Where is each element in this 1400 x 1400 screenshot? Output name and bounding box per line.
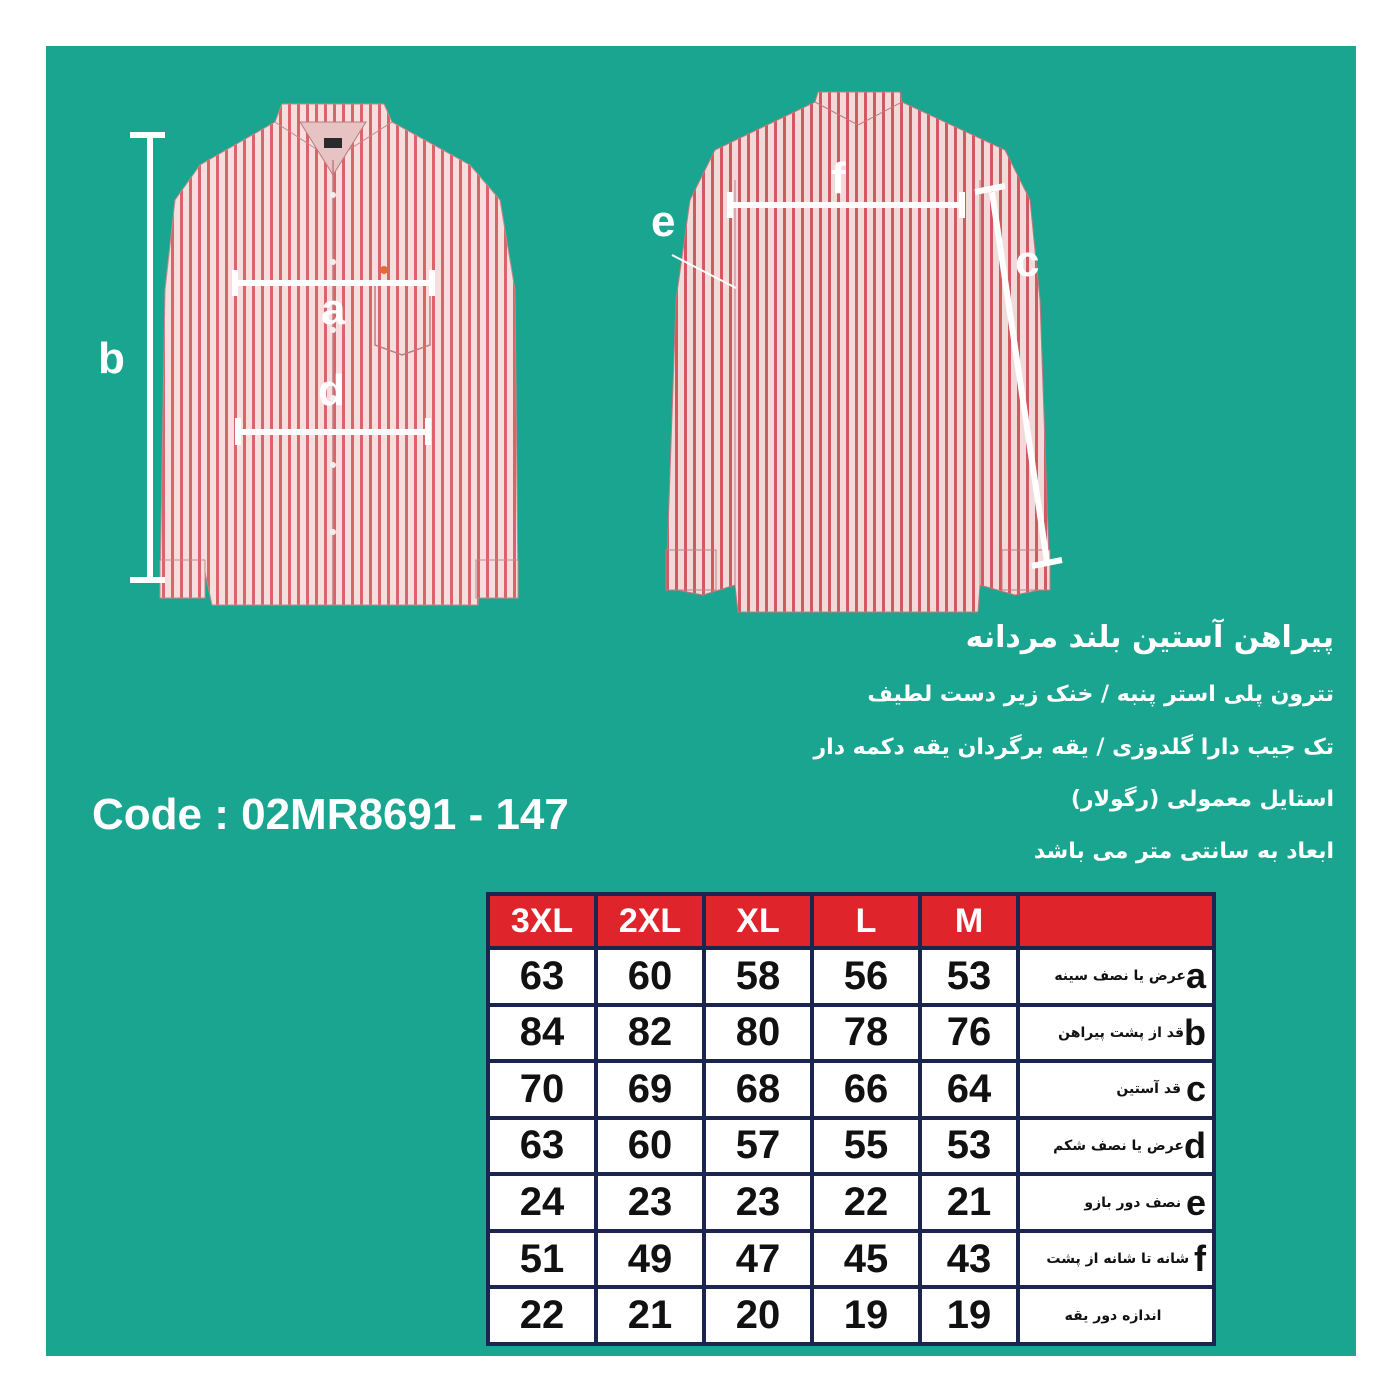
table-cell: 82 [598, 1007, 702, 1060]
table-row [490, 1120, 1212, 1173]
size-table [486, 892, 1216, 1346]
row-label [1020, 950, 1212, 1003]
size-header-3xl: 3XL [490, 896, 594, 946]
table-cell: 23 [598, 1176, 702, 1229]
row-label [1020, 1007, 1212, 1060]
table-cell: 47 [706, 1233, 810, 1286]
front-shirt [160, 104, 518, 605]
row-text: شانه تا شانه از پشت [1046, 1251, 1190, 1268]
row-letter: a [1185, 955, 1206, 997]
row-letter: e [1185, 1181, 1206, 1223]
table-cell: 60 [598, 950, 702, 1003]
size-header-label [1020, 896, 1212, 946]
table-cell: 21 [598, 1289, 702, 1342]
table-cell: 49 [598, 1233, 702, 1286]
product-units-note: ابعاد به سانتی متر می باشد [1033, 839, 1334, 864]
size-header-l: L [814, 896, 918, 946]
table-cell: 45 [814, 1233, 918, 1286]
product-title: پیراهن آستین بلند مردانه [965, 620, 1334, 655]
measure-label-f: f [831, 154, 846, 203]
table-cell: 22 [814, 1176, 918, 1229]
table-cell: 68 [706, 1063, 810, 1116]
size-table-header [490, 896, 1212, 946]
row-label [1020, 1289, 1212, 1342]
table-row [490, 950, 1212, 1003]
table-cell: 22 [490, 1289, 594, 1342]
table-cell: 57 [706, 1120, 810, 1173]
row-text: قد از پشت پیراهن [1058, 1024, 1184, 1041]
product-fabric: تترون پلی استر پنبه / خنک زیر دست لطیف [867, 682, 1334, 707]
row-label [1020, 1120, 1212, 1173]
measure-line-b [130, 135, 165, 580]
measure-label-e: e [651, 197, 676, 246]
table-cell: 60 [598, 1120, 702, 1173]
table-cell: 80 [706, 1007, 810, 1060]
table-cell: 58 [706, 950, 810, 1003]
table-cell: 84 [490, 1007, 594, 1060]
row-letter: d [1184, 1124, 1206, 1166]
measure-label-d: d [318, 366, 345, 415]
product-features: تک جیب دارا گلدوزی / یقه برگردان یقه دکمه دار [813, 735, 1334, 760]
measure-label-a: a [321, 285, 346, 334]
row-text: اندازه دور یقه [1064, 1307, 1162, 1324]
row-text: عرض یا نصف شکم [1053, 1137, 1184, 1154]
table-cell: 69 [598, 1063, 702, 1116]
table-cell: 63 [490, 950, 594, 1003]
table-cell: 63 [490, 1120, 594, 1173]
table-cell: 76 [922, 1007, 1016, 1060]
row-letter: b [1184, 1011, 1206, 1053]
table-row [490, 1289, 1212, 1342]
row-label [1020, 1176, 1212, 1229]
table-cell: 56 [814, 950, 918, 1003]
product-style: استایل معمولی (رگولار) [1070, 787, 1334, 812]
table-cell: 51 [490, 1233, 594, 1286]
table-cell: 53 [922, 1120, 1016, 1173]
table-row [490, 1007, 1212, 1060]
table-cell: 24 [490, 1176, 594, 1229]
table-cell: 43 [922, 1233, 1016, 1286]
table-row [490, 1233, 1212, 1286]
table-row [490, 1176, 1212, 1229]
back-shirt [666, 92, 1050, 612]
table-cell: 19 [922, 1289, 1016, 1342]
table-cell: 21 [922, 1176, 1016, 1229]
row-label [1020, 1063, 1212, 1116]
table-cell: 64 [922, 1063, 1016, 1116]
table-cell: 20 [706, 1289, 810, 1342]
measure-label-b: b [98, 334, 125, 383]
table-cell: 78 [814, 1007, 918, 1060]
row-text: قد آستین [1116, 1081, 1182, 1098]
measure-label-c: c [1015, 237, 1040, 286]
size-header-xl: XL [706, 896, 810, 946]
table-cell: 66 [814, 1063, 918, 1116]
table-row [490, 1063, 1212, 1116]
table-cell: 53 [922, 950, 1016, 1003]
row-text: عرض یا نصف سینه [1054, 968, 1186, 985]
row-label [1020, 1233, 1212, 1286]
row-letter: c [1185, 1068, 1206, 1110]
table-cell: 23 [706, 1176, 810, 1229]
size-header-2xl: 2XL [598, 896, 702, 946]
row-text: نصف دور بازو [1084, 1194, 1182, 1211]
table-cell: 55 [814, 1120, 918, 1173]
table-cell: 19 [814, 1289, 918, 1342]
product-code: Code : 02MR8691 - 147 [92, 790, 569, 839]
table-cell: 70 [490, 1063, 594, 1116]
size-header-m: M [922, 896, 1016, 946]
row-letter: f [1194, 1238, 1206, 1280]
